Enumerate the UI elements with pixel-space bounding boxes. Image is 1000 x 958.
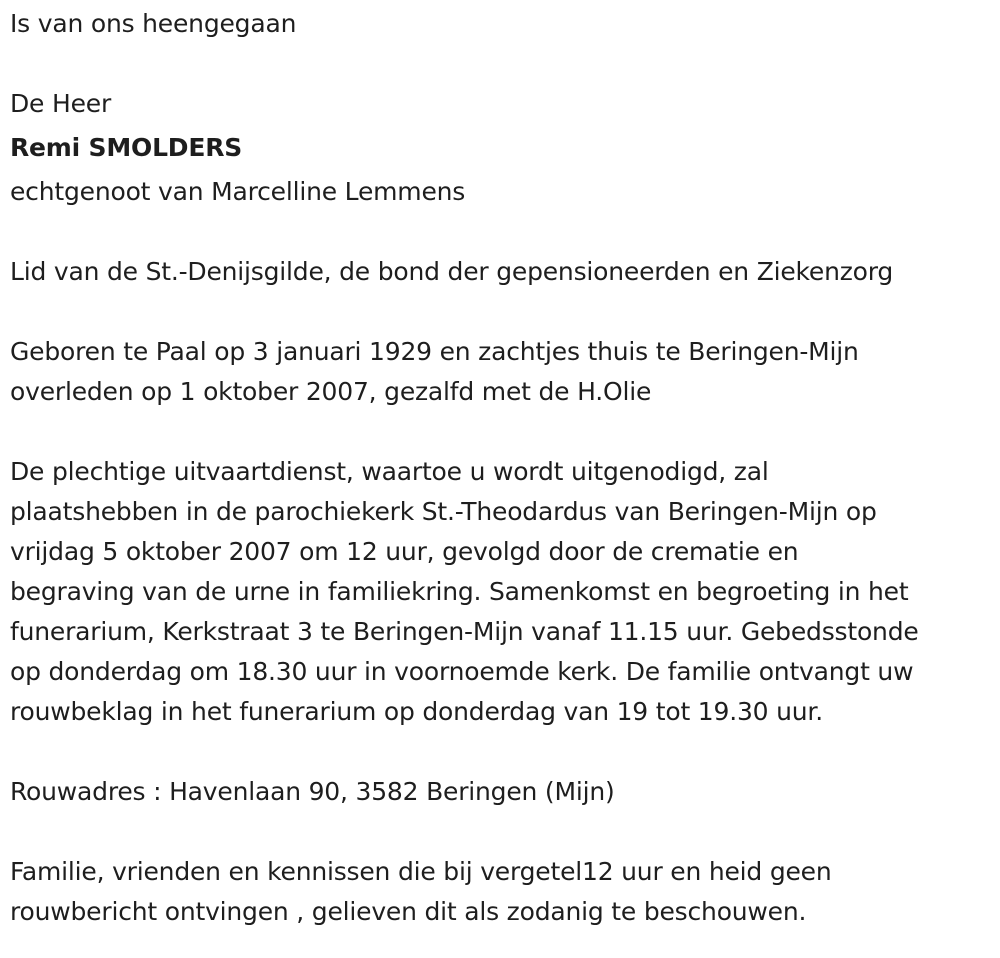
funeral-paragraph [10, 452, 995, 732]
closing-line: Familie, vrienden en kennissen die bij vergetel12 uur en heid geen [10, 857, 832, 886]
funeral-line: vrijdag 5 oktober 2007 om 12 uur, gevolgd door de crematie en [10, 537, 799, 566]
intro-line: Is van ons heengegaan [10, 9, 297, 38]
closing-paragraph [10, 852, 995, 932]
funeral-line: rouwbeklag in het funerarium op donderdag van 19 tot 19.30 uur. [10, 697, 823, 726]
spouse-line: echtgenoot van Marcelline Lemmens [10, 177, 466, 206]
spacer [10, 44, 995, 84]
birth-death-line: overleden op 1 oktober 2007, gezalfd met de H.Olie [10, 377, 652, 406]
birth-death-line: Geboren te Paal op 3 januari 1929 en zachtjes thuis te Beringen-Mijn [10, 337, 859, 366]
deceased-name: Remi SMOLDERS [10, 133, 243, 162]
membership-line: Lid van de St.-Denijsgilde, de bond der gepensioneerden en Ziekenzorg [10, 257, 894, 286]
honorific: De Heer [10, 89, 112, 118]
funeral-line: op donderdag om 18.30 uur in voornoemde kerk. De familie ontvangt uw [10, 657, 914, 686]
funeral-line: De plechtige uitvaartdienst, waartoe u wordt uitgenodigd, zal [10, 457, 769, 486]
spacer [10, 212, 995, 252]
spacer [10, 812, 995, 852]
spacer [10, 412, 995, 452]
obituary-text [10, 4, 995, 932]
funeral-line: plaatshebben in de parochiekerk St.-Theodardus van Beringen-Mijn op [10, 497, 877, 526]
spacer [10, 292, 995, 332]
mourning-address: Rouwadres : Havenlaan 90, 3582 Beringen (Mijn) [10, 777, 615, 806]
funeral-line: begraving van de urne in familiekring. Samenkomst en begroeting in het [10, 577, 909, 606]
closing-line: rouwbericht ontvingen , gelieven dit als zodanig te beschouwen. [10, 897, 807, 926]
spacer [10, 732, 995, 772]
birth-death-paragraph [10, 332, 995, 412]
funeral-line: funerarium, Kerkstraat 3 te Beringen-Mijn vanaf 11.15 uur. Gebedsstonde [10, 617, 919, 646]
